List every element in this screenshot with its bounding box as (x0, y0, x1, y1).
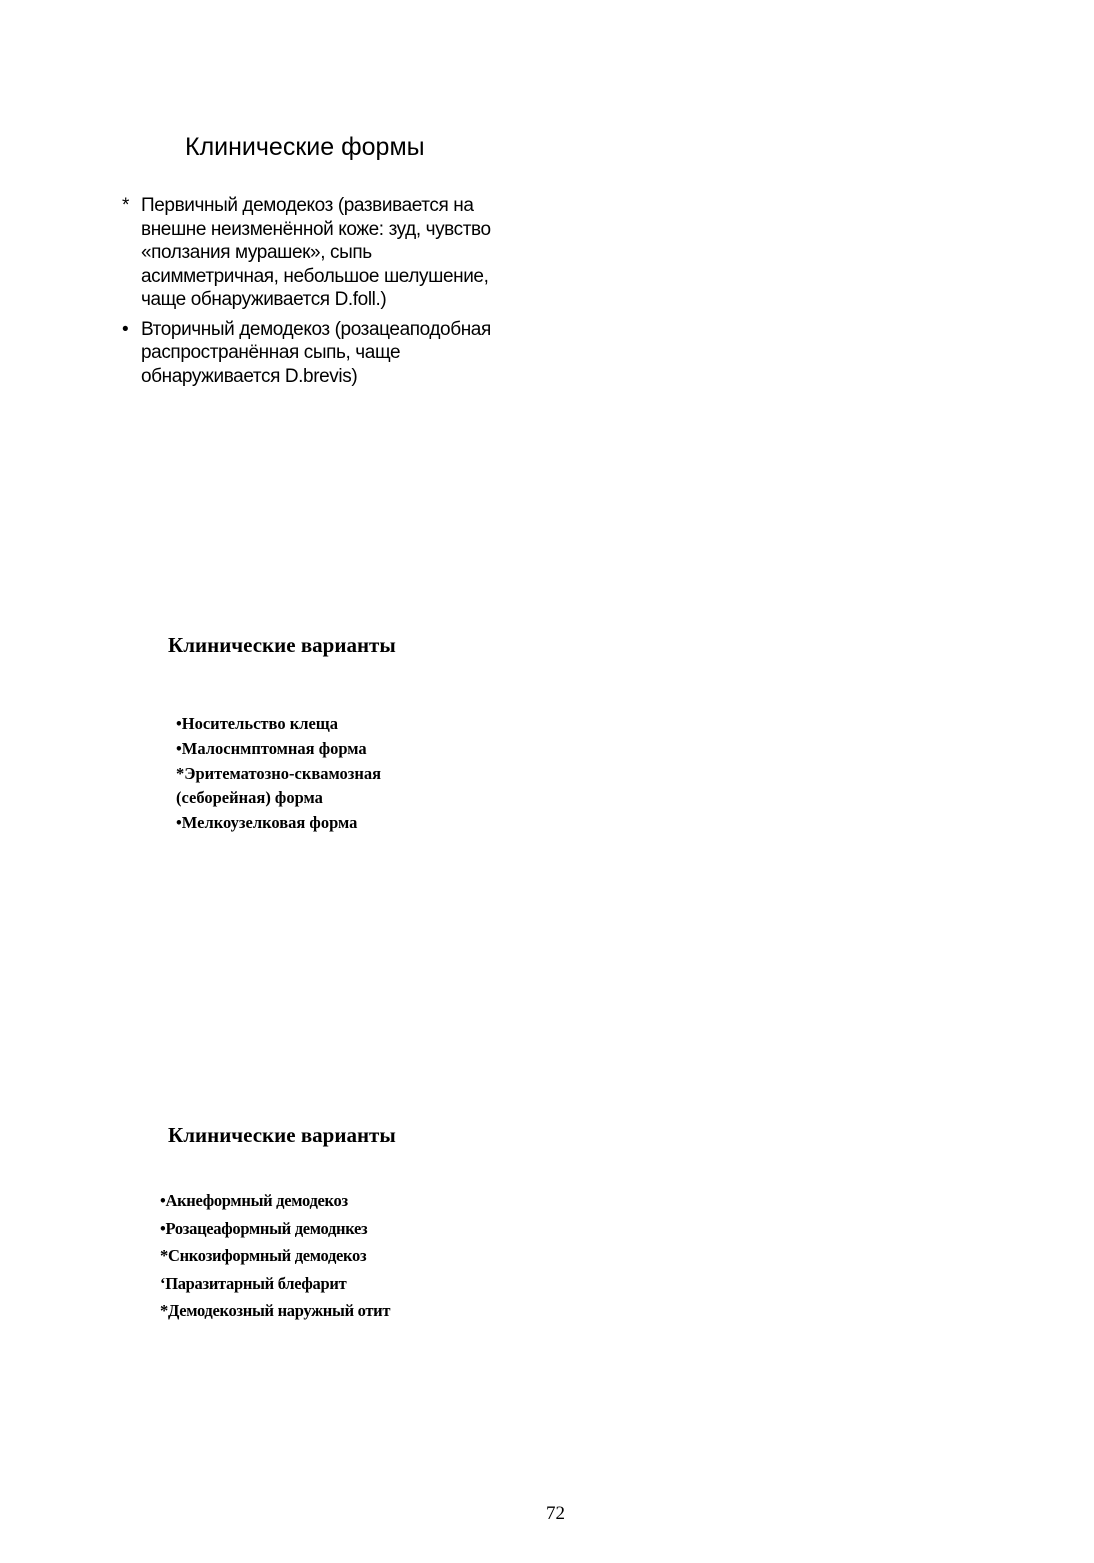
list-item: *Эритематозно-сквамозная (176, 764, 382, 783)
section-title-clinical-forms: Клинические формы (185, 133, 425, 161)
clinical-variants-list-2 (160, 1187, 390, 1325)
list-item: •Мелкоузелковая форма (176, 813, 358, 832)
dot-bullet: • (122, 318, 129, 340)
clinical-variants-list-1 (176, 711, 381, 835)
list-item: ‘Паразитарный блефарит (160, 1273, 347, 1293)
clinical-forms-list (122, 194, 492, 394)
list-item: •Акнеформный демодекоз (160, 1191, 348, 1210)
section-title-clinical-variants-2: Клинические варианты (168, 1123, 396, 1147)
page-number: 72 (546, 1503, 565, 1524)
asterisk-bullet: * (122, 195, 129, 216)
list-item: *Демодекозный наружный отит (160, 1301, 391, 1320)
list-item-continuation: (себорейная) форма (176, 788, 323, 807)
list-item-text: Вторичный демодекоз (розацеаподобная распространённая сыпь, чаще обнаруживается D.brevis) (141, 318, 491, 387)
list-item: •Малоснмптомная форма (176, 739, 367, 758)
list-item: •Розацеаформный демоднкез (160, 1218, 368, 1238)
list-item: *Снкозиформный демодекоз (160, 1246, 367, 1265)
list-item: •Носительство клеща (176, 714, 338, 733)
list-item-primary-demodicosis (122, 194, 492, 312)
list-item-secondary-demodicosis (122, 318, 492, 389)
list-item-text: Первичный демодекоз (развивается на внешне неизменённой коже: зуд, чувство «ползания мурашек», сыпь асимметричная, небольшое шелушение, чаще обнаруживается D.foll.) (141, 195, 491, 310)
section-title-clinical-variants-1: Клинические варианты (168, 633, 396, 657)
